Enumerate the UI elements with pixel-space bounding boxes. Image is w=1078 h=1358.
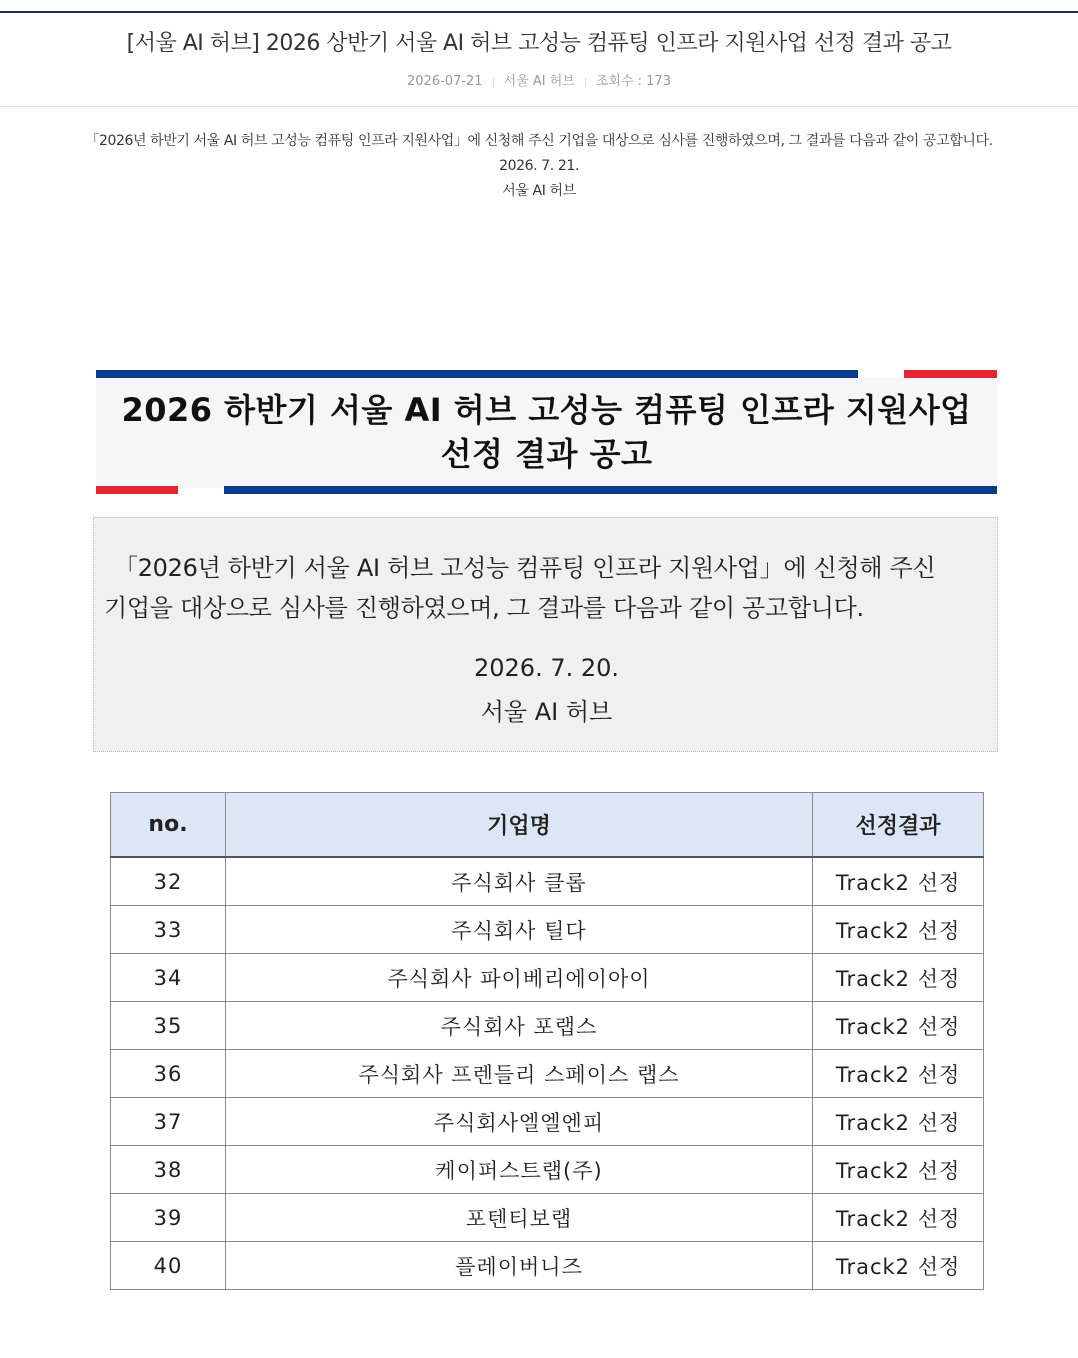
row-no: 37 [111, 1098, 226, 1146]
row-company: 케이퍼스트랩(주) [226, 1146, 813, 1194]
row-company: 주식회사 프렌들리 스페이스 랩스 [226, 1050, 813, 1098]
post-title: [서울 AI 허브] 2026 상반기 서울 AI 허브 고성능 컴퓨팅 인프라 지원사업 선정 결과 공고 [126, 31, 952, 56]
row-no: 34 [111, 954, 226, 1002]
row-result: Track2 선정 [813, 1242, 984, 1290]
table-row [111, 1050, 984, 1098]
table-row [111, 1146, 984, 1194]
row-company: 플레이버니즈 [226, 1242, 813, 1290]
banner-title-line1: 2026 하반기 서울 AI 허브 고성능 컴퓨팅 인프라 지원사업 [121, 391, 972, 429]
notice-org: 서울 AI 허브 [480, 698, 613, 726]
row-company: 주식회사 파이베리에이아이 [226, 954, 813, 1002]
row-no: 33 [111, 906, 226, 954]
header-no: no. [111, 793, 226, 858]
selection-result-table [110, 792, 984, 1290]
row-result: Track2 선정 [813, 954, 984, 1002]
row-no: 40 [111, 1242, 226, 1290]
notice-box [93, 517, 998, 752]
table-row [111, 857, 984, 906]
row-no: 39 [111, 1194, 226, 1242]
banner-title-line2: 선정 결과 공고 [440, 435, 653, 473]
row-result: Track2 선정 [813, 1050, 984, 1098]
intro-paragraph: 「2026년 하반기 서울 AI 허브 고성능 컴퓨팅 인프라 지원사업」에 신청해 주신 기업을 대상으로 심사를 진행하였으며, 그 결과를 다음과 같이 공고합니다. [85, 133, 993, 149]
table-row [111, 1098, 984, 1146]
row-company: 주식회사 포랩스 [226, 1002, 813, 1050]
row-result: Track2 선정 [813, 906, 984, 954]
table-row [111, 1002, 984, 1050]
notice-line-2: 기업을 대상으로 심사를 진행하였으며, 그 결과를 다음과 같이 공고합니다. [104, 594, 864, 622]
banner-blue-stripe-top [96, 370, 858, 378]
intro-org: 서울 AI 허브 [502, 183, 576, 199]
table-row [111, 1242, 984, 1290]
row-company: 포텐티보랩 [226, 1194, 813, 1242]
intro-date: 2026. 7. 21. [499, 158, 579, 174]
meta-divider [585, 77, 586, 87]
table-header-row [111, 793, 984, 858]
row-result: Track2 선정 [813, 1002, 984, 1050]
announcement-banner [96, 370, 997, 496]
row-result: Track2 선정 [813, 1146, 984, 1194]
table-row [111, 906, 984, 954]
banner-red-stripe-bottom [96, 486, 178, 494]
post-meta [0, 70, 1078, 89]
row-company: 주식회사 클롭 [226, 857, 813, 906]
row-company: 주식회사 틸다 [226, 906, 813, 954]
header-company: 기업명 [226, 793, 813, 858]
banner-title [96, 388, 997, 476]
table-row [111, 1194, 984, 1242]
header-result: 선정결과 [813, 793, 984, 858]
banner-blue-stripe-bottom [224, 486, 997, 494]
row-no: 35 [111, 1002, 226, 1050]
notice-date: 2026. 7. 20. [473, 654, 620, 682]
row-no: 38 [111, 1146, 226, 1194]
top-border [0, 11, 1078, 13]
post-author: 서울 AI 허브 [503, 74, 575, 89]
row-no: 32 [111, 857, 226, 906]
row-result: Track2 선정 [813, 1194, 984, 1242]
row-result: Track2 선정 [813, 1098, 984, 1146]
row-no: 36 [111, 1050, 226, 1098]
meta-divider [493, 77, 494, 87]
post-views: 조회수 : 173 [595, 74, 671, 89]
row-result: Track2 선정 [813, 857, 984, 906]
notice-line-1: 「2026년 하반기 서울 AI 허브 고성능 컴퓨팅 인프라 지원사업」에 신청해 주신 [114, 554, 936, 582]
row-company: 주식회사엘엘엔피 [226, 1098, 813, 1146]
table-row [111, 954, 984, 1002]
banner-red-stripe-top [904, 370, 997, 378]
header-divider [0, 106, 1078, 107]
post-date: 2026-07-21 [407, 74, 483, 89]
intro-text-block [0, 129, 1078, 204]
